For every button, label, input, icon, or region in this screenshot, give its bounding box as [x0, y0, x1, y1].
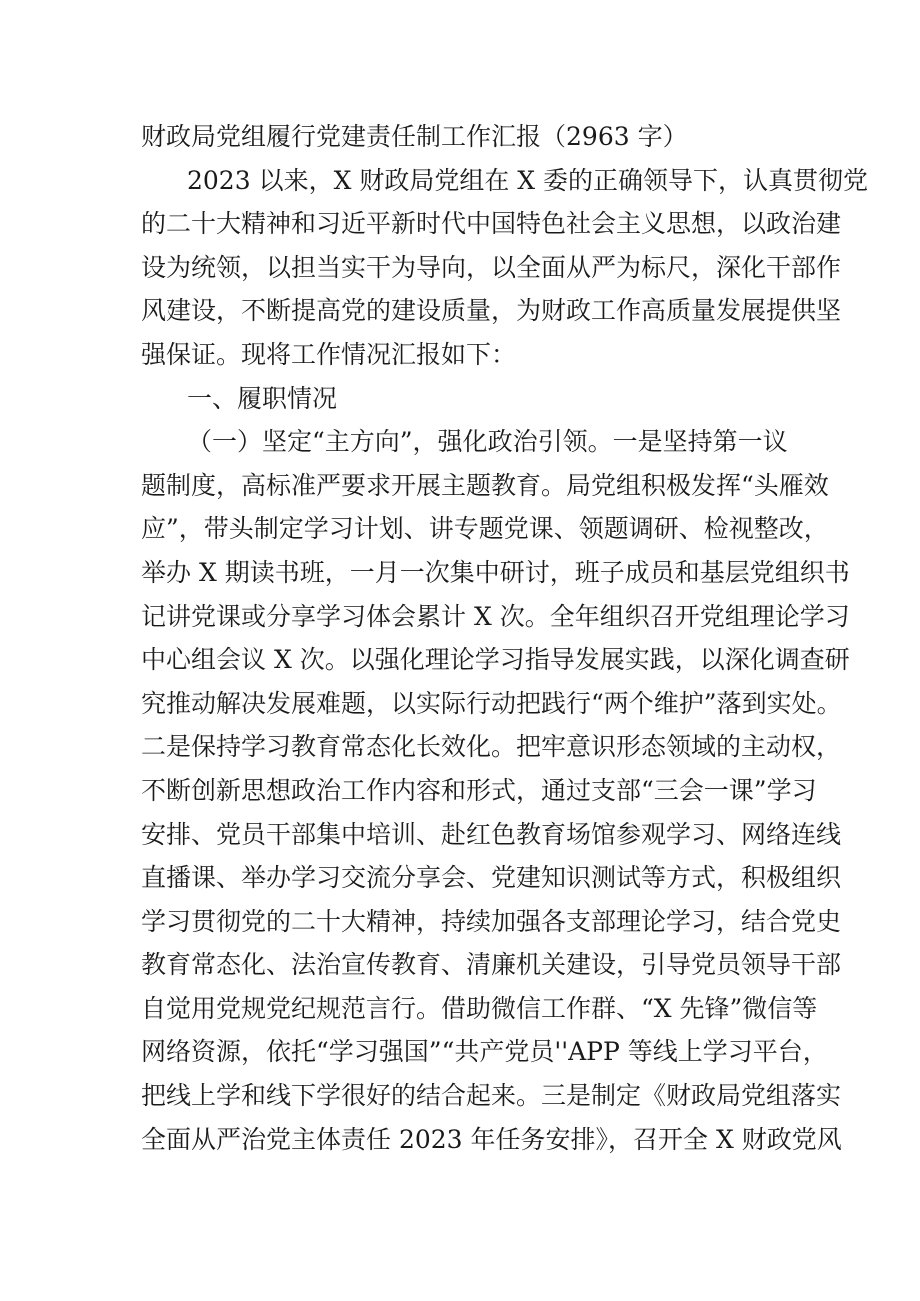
section-line: 学习贯彻党的二十大精神，持续加强各支部理论学习，结合党史: [141, 906, 842, 936]
intro-line: 的二十大精神和习近平新时代中国特色社会主义思想，以政治建: [141, 209, 842, 239]
section-line: 网络资源，依托“学习强国”“共产党员''APP 等线上学习平台，: [141, 1037, 828, 1067]
intro-line: 风建设，不断提高党的建设质量，为财政工作高质量发展提供坚: [141, 296, 842, 326]
section-line: 直播课、举办学习交流分享会、党建知识测试等方式，积极组织: [141, 863, 842, 893]
section-line: 记讲党课或分享学习体会累计 X 次。全年组织召开党组理论学习: [141, 601, 850, 631]
section-line: （一）坚定“主方向”，强化政治引领。一是坚持第一议: [187, 427, 788, 457]
section-line: 自觉用党规党纪规范言行。借助微信工作群、“X 先锋”微信等: [141, 993, 818, 1023]
section-line: 究推动解决发展难题，以实际行动把践行“两个维护”落到实处。: [141, 688, 842, 718]
section-heading: 一、履职情况: [187, 383, 338, 413]
document-body: [141, 115, 869, 1161]
intro-line: 强保证。现将工作情况汇报如下：: [141, 339, 517, 369]
section-line: 应”，带头制定学习计划、讲专题党课、领题调研、检视整改，: [141, 514, 829, 544]
section-line: 中心组会议 X 次。以强化理论学习指导发展实践，以深化调查研: [141, 645, 850, 675]
document-title: 财政局党组履行党建责任制工作汇报（2963 字）: [141, 122, 688, 151]
intro-line: 2023 以来，X 财政局党组在 X 委的正确领导下，认真贯彻党: [187, 165, 869, 195]
section-line: 举办 X 期读书班，一月一次集中研讨，班子成员和基层党组织书: [141, 557, 850, 587]
section-line: 二是保持学习教育常态化长效化。把牢意识形态领域的主动权，: [141, 732, 842, 762]
intro-line: 设为统领，以担当实干为导向，以全面从严为标尺，深化干部作: [141, 252, 842, 282]
section-line: 不断创新思想政治工作内容和形式，通过支部“三会一课”学习: [141, 775, 817, 805]
section-line: 把线上学和线下学很好的结合起来。三是制定《财政局党组落实: [141, 1081, 842, 1111]
section-line: 安排、党员干部集中培训、赴红色教育场馆参观学习、网络连线: [141, 819, 842, 849]
section-line: 题制度，高标准严要求开展主题教育。局党组积极发挥“头雁效: [141, 470, 829, 500]
section-line: 教育常态化、法治宣传教育、清廉机关建设，引导党员领导干部: [141, 950, 842, 980]
section-line: 全面从严治党主体责任 2023 年任务安排》，召开全 X 财政党风: [141, 1124, 842, 1154]
